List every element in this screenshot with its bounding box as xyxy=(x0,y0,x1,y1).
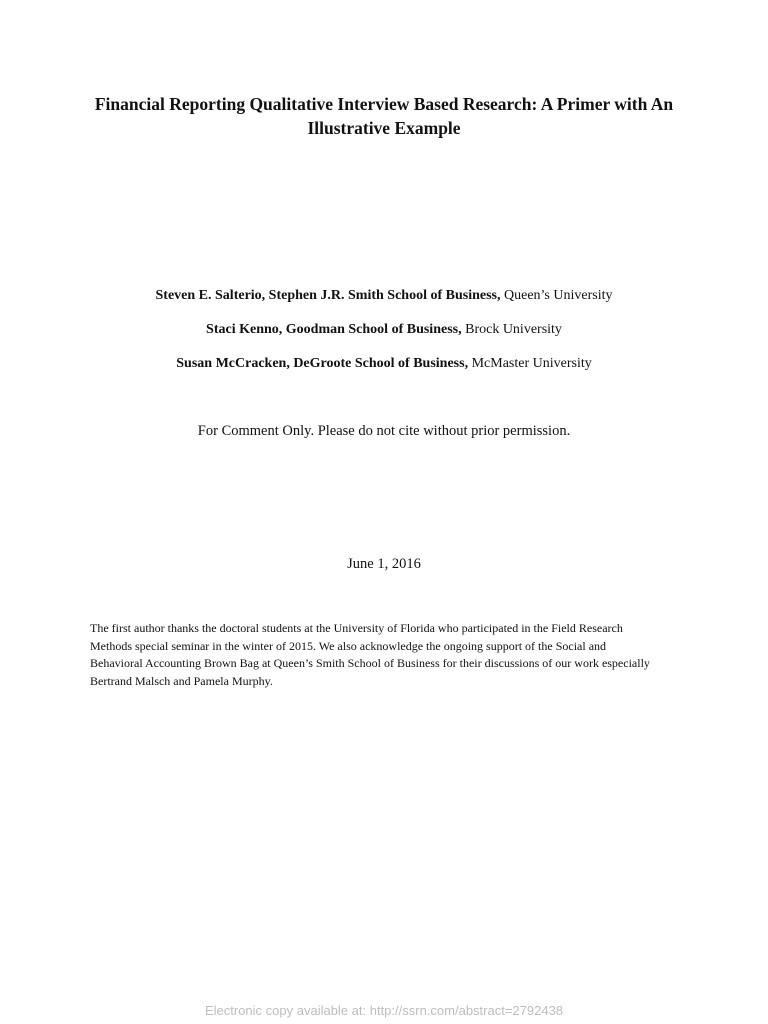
author-entry xyxy=(40,320,728,354)
paper-title xyxy=(60,92,708,140)
author-university: McMaster University xyxy=(471,356,592,371)
author-university: Queen’s University xyxy=(504,288,613,303)
acknowledgement-paragraph xyxy=(90,620,690,690)
author-entry xyxy=(40,354,728,388)
acknowledgement-line: Behavioral Accounting Brown Bag at Queen’s Smith School of Business for their discussions of our work especially xyxy=(90,656,650,670)
acknowledgement-line: Methods special seminar in the winter of 2015. We also acknowledge the ongoing support of the Social and xyxy=(90,638,607,653)
ssrn-footer: Electronic copy available at: http://ssrn.com/abstract=2792438 xyxy=(204,1003,564,1018)
author-entry xyxy=(40,286,728,320)
author-names-school: Steven E. Salterio, Stephen J.R. Smith School of Business, xyxy=(155,288,501,303)
author-names-school: Susan McCracken, DeGroote School of Business, xyxy=(176,356,469,371)
comment-notice: For Comment Only. Please do not cite without prior permission. xyxy=(197,423,571,439)
title-line: Illustrative Example xyxy=(307,118,461,138)
author-names-school: Staci Kenno, Goodman School of Business, xyxy=(206,322,462,337)
author-university: Brock University xyxy=(465,322,562,337)
author-list xyxy=(40,286,728,388)
publication-date: June 1, 2016 xyxy=(347,556,421,572)
title-line: Financial Reporting Qualitative Interview Based Research: A Primer with An xyxy=(94,94,674,114)
acknowledgement-line: The first author thanks the doctoral students at the University of Florida who participated in the Field Research xyxy=(90,621,623,635)
acknowledgement-line: Bertrand Malsch and Pamela Murphy. xyxy=(90,673,273,688)
